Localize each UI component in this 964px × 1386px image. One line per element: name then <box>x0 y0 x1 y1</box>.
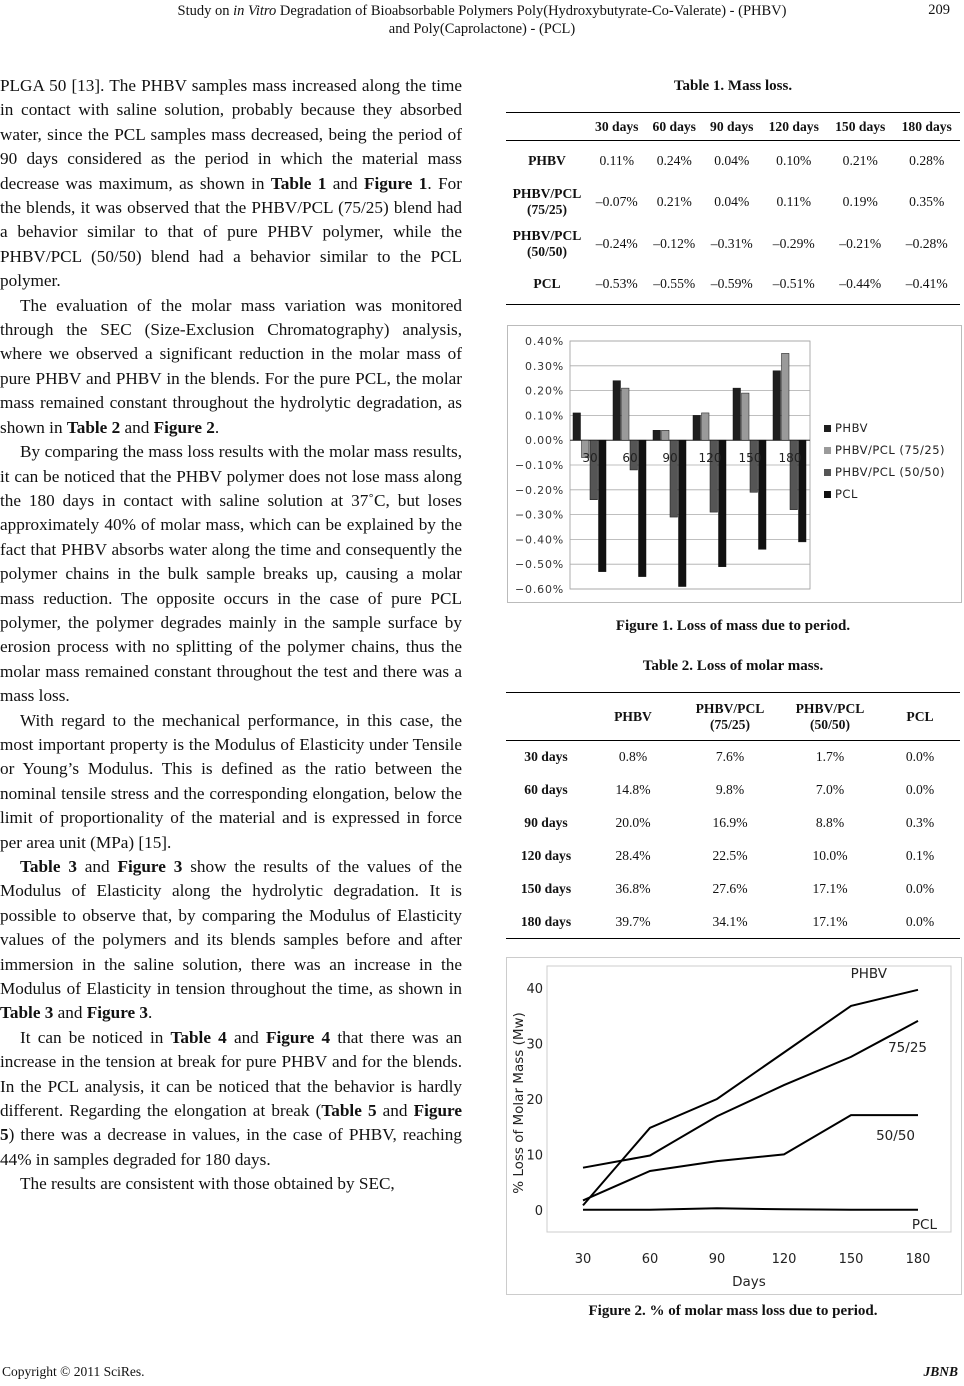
table-cell: 0.21% <box>842 152 878 168</box>
table1-col-header: 180 days <box>901 118 952 134</box>
x-tick-label: 30 <box>582 451 598 466</box>
x-tick-label: 120 <box>771 1252 797 1267</box>
figure2-line-chart <box>507 958 961 1294</box>
legend-swatch <box>824 491 831 498</box>
bar <box>750 440 758 492</box>
y-tick-label: 10 <box>526 1148 543 1164</box>
table-cell: 17.1% <box>812 881 848 896</box>
table-row <box>506 741 960 774</box>
bar <box>613 381 621 441</box>
table-cell: –0.41% <box>905 276 948 292</box>
paragraph-2: The evaluation of the molar mass variation was monitored through the SEC (Size-Exclusion Chromatography) analysis, where we observed a significant reduction in the molar mass of pure PHBV and PHBV in the blends. For the pure PCL, the molar mass remained constant throughout the hydrolytic degradation, as shown in Table 2 and Figure 2. <box>0 295 462 437</box>
y-tick-label: −0.50% <box>515 558 564 572</box>
figure1-caption: Figure 1. Loss of mass due to period. <box>615 618 851 634</box>
legend-label: PHBV/PCL (75/25) <box>835 443 946 457</box>
table-cell: 7.6% <box>715 749 745 765</box>
legend-swatch <box>824 447 831 454</box>
copyright-notice: Copyright © 2011 SciRes. <box>2 1364 145 1379</box>
y-tick-label: −0.40% <box>515 533 564 547</box>
table1-col-header: 120 days <box>768 118 819 134</box>
y-tick-label: −0.30% <box>515 508 564 522</box>
table-cell: 0.0% <box>905 913 935 929</box>
table1 <box>506 112 960 305</box>
paragraph-7: The results are consistent with those obtained by SEC, <box>20 1174 395 1194</box>
table-cell: 17.1% <box>812 913 848 929</box>
table-cell: –0.21% <box>839 235 882 251</box>
table-cell: 0.04% <box>714 152 750 168</box>
table-cell: 20.0% <box>615 815 651 830</box>
table1-col-header: 150 days <box>835 118 886 134</box>
x-tick-label: 90 <box>662 451 678 466</box>
table1-corner <box>506 113 588 141</box>
table-cell: 0.19% <box>842 193 878 209</box>
y-tick-label: 30 <box>526 1037 543 1053</box>
bar <box>782 353 790 440</box>
table-row <box>506 265 960 305</box>
table-cell: 16.9% <box>712 815 748 830</box>
x-tick-label: 60 <box>641 1252 659 1267</box>
bar <box>742 393 750 440</box>
bar <box>733 388 741 440</box>
table-cell: –0.53% <box>595 276 638 292</box>
bar <box>599 440 607 571</box>
table2-col-header: PHBV <box>614 708 652 724</box>
table2-col-header: PCL <box>906 708 934 724</box>
table-cell: –0.07% <box>595 193 638 209</box>
table-cell: 0.8% <box>618 749 648 765</box>
y-tick-label: 0.20% <box>525 384 564 398</box>
bar <box>653 430 661 440</box>
legend-swatch <box>824 425 831 432</box>
table-cell: 1.7% <box>815 749 845 765</box>
x-tick-label: 30 <box>574 1252 592 1267</box>
table-cell: –0.29% <box>772 235 815 251</box>
plot-area <box>547 966 951 1232</box>
table-cell: –0.24% <box>595 235 638 251</box>
table-row <box>506 774 960 807</box>
table-cell: –0.28% <box>905 235 948 251</box>
running-title-line2: and Poly(Caprolactone) - (PCL) <box>388 21 576 37</box>
table-cell: 0.21% <box>656 193 692 209</box>
table2-header-row <box>506 693 960 741</box>
x-tick-label: 120 <box>698 451 722 466</box>
table-cell: 8.8% <box>815 815 845 830</box>
left-column-text <box>0 74 462 1197</box>
x-tick-label: 90 <box>708 1252 726 1267</box>
figure1-frame <box>507 325 962 603</box>
table-row <box>506 807 960 840</box>
journal-abbreviation: JBNB <box>923 1364 958 1379</box>
table-cell: 28.4% <box>615 848 651 863</box>
y-tick-label: 0.00% <box>525 434 564 448</box>
figure1-bar-chart <box>508 326 961 602</box>
table-row <box>506 906 960 939</box>
table2 <box>506 692 960 939</box>
y-tick-label: 20 <box>526 1093 543 1108</box>
table-cell: –0.31% <box>710 235 753 251</box>
table-cell: 22.5% <box>712 848 748 863</box>
row-label: 180 days <box>520 913 572 929</box>
page-header <box>0 0 964 48</box>
row-label: 30 days <box>524 749 568 765</box>
table1-col-header: 30 days <box>595 118 639 134</box>
bar <box>679 440 687 586</box>
row-label: PHBV/PCL (50/50) <box>512 227 582 259</box>
table-cell: 34.1% <box>712 913 748 929</box>
table1-caption: Table 1. Mass loss. <box>673 78 793 94</box>
table-cell: 36.8% <box>615 881 651 896</box>
table2-caption: Table 2. Loss of molar mass. <box>642 658 824 674</box>
table2-corner <box>506 693 586 741</box>
legend-label: PHBV/PCL (50/50) <box>835 465 946 479</box>
figure2-caption: Figure 2. % of molar mass loss due to period. <box>588 1303 878 1319</box>
row-label: PHBV/PCL (75/25) <box>512 185 582 217</box>
table-cell: 14.8% <box>615 782 651 797</box>
table1-col-header: 90 days <box>710 118 754 134</box>
paragraph-5: Table 3 and Figure 3 show the results of the values of the Modulus of Elasticity along the hydrolytic degradation. It is possible to observe that, by comparing the Modulus of Elasticity values of the polymers and its blends samples before and after immersion in the saline solution, there was an increase in the Modulus of Elasticity in tension throughout the time, as shown in Table 3 and Figure 3. <box>0 857 462 1023</box>
table-cell: 0.11% <box>776 193 812 209</box>
y-tick-label: 40 <box>526 982 543 998</box>
paragraph-1: PLGA 50 [13]. The PHBV samples mass increased along the time in contact with saline solution, probably because they absorbed water, since the PCL samples mass decreased, being the period of 90 days considered as the period in which the material mass decrease was maximum, as shown in Table 1 and Figure 1. For the blends, it was observed that the PHBV/PCL (75/25) blend had a behavior similar to that of pure PHBV polymer, while the PHBV/PCL (50/50) blend had a behavior similar to the PCL polymer. <box>0 76 462 291</box>
table-row <box>506 181 960 223</box>
bar <box>662 430 670 440</box>
table-cell: –0.12% <box>653 235 696 251</box>
table-row <box>506 141 960 181</box>
table-cell: 10.0% <box>812 848 848 863</box>
series-line <box>583 990 918 1206</box>
table-cell: 0.1% <box>905 848 935 863</box>
row-label: 120 days <box>520 848 572 863</box>
table-cell: 0.0% <box>905 782 935 797</box>
y-tick-label: 0.30% <box>525 359 564 373</box>
table-cell: –0.44% <box>839 276 882 292</box>
row-label: PHBV <box>528 152 566 168</box>
y-axis-title: % Loss of Molar Mass (Mw) <box>511 1012 527 1194</box>
table-cell: –0.51% <box>772 276 815 292</box>
y-tick-label: 0.10% <box>525 409 564 423</box>
table-cell: 7.0% <box>815 782 845 797</box>
table-row <box>506 223 960 265</box>
series-label: 75/25 <box>888 1040 927 1056</box>
row-label: 60 days <box>524 782 568 797</box>
bar <box>693 415 701 440</box>
bar <box>573 413 581 440</box>
series-label: PHBV <box>850 966 887 982</box>
paragraph-3: By comparing the mass loss results with the molar mass results, it can be noticed that the PHBV polymer does not lose mass along the 180 days in contact with saline solution at 37˚C, but loses approximately 40% of molar mass, which can be explained by the fact that PHBV absorbs water along the time and consequently the polymer chains in the bulk sample breaks up, causing a molar mass reduction. The opposite occurs in the case of pure PCL polymer, the polymer degrades mainly in the sample surface by erosion process with no splitting of the polymer chains, thus the molar mass remained constant throughout the test and there was a mass loss. <box>0 442 462 706</box>
x-tick-label: 60 <box>622 451 638 466</box>
y-tick-label: −0.10% <box>515 459 564 472</box>
table-cell: 9.8% <box>715 782 745 797</box>
x-tick-label: 150 <box>838 1252 864 1267</box>
paragraph-6: It can be noticed in Table 4 and Figure 4 that there was an increase in the tension at break for pure PHBV and for the blends. In the PCL analysis, it can be noticed that the behavior is hardly different. Regarding the elongation at break (Table 5 and Figure 5) there was a decrease in values, in the case of PHBV, reaching 44% in samples degraded for 180 days. <box>0 1027 462 1169</box>
bar <box>639 440 647 576</box>
bar <box>702 413 710 440</box>
running-title-line1: Study on in Vitro Degradation of Bioabsorbable Polymers Poly(Hydroxybutyrate-Co-Valerate) - (PHBV) <box>177 3 787 19</box>
table-cell: 39.7% <box>615 913 651 929</box>
table-cell: –0.59% <box>710 276 753 292</box>
table-cell: 0.0% <box>905 881 935 896</box>
table-cell: 0.35% <box>909 193 945 209</box>
table-row <box>506 873 960 906</box>
bar <box>622 388 630 440</box>
legend-swatch <box>824 469 831 476</box>
table-row <box>506 840 960 873</box>
table-cell: 0.04% <box>714 193 750 209</box>
x-axis-title: Days <box>732 1274 766 1290</box>
legend-label: PCL <box>835 487 858 501</box>
table1-col-header: 60 days <box>652 118 696 134</box>
table1-header-row <box>506 113 960 141</box>
table2-col-header: PHBV/PCL (50/50) <box>795 700 865 732</box>
series-line <box>583 1208 918 1210</box>
table-cell: 0.3% <box>905 815 935 830</box>
series-label: 50/50 <box>876 1128 915 1144</box>
figure2-frame <box>506 957 962 1295</box>
paragraph-4: With regard to the mechanical performance, in this case, the most important property is the Modulus of Elasticity under Tensile or Young’s Modulus. This is defined as the ratio between the nominal tensile stress and the corresponding elongation, below the limit of proportionality of the material and is expressed in force per area unit (MPa) [15]. <box>0 710 462 852</box>
x-tick-label: 150 <box>738 451 762 466</box>
y-tick-label: −0.20% <box>515 483 564 497</box>
y-tick-label: 0 <box>534 1203 543 1219</box>
legend-label: PHBV <box>835 421 868 435</box>
y-tick-label: 0.40% <box>525 335 564 348</box>
x-tick-label: 180 <box>905 1252 931 1267</box>
table-cell: 0.11% <box>599 152 635 168</box>
bar <box>773 371 781 440</box>
x-tick-label: 180 <box>778 451 802 466</box>
table-cell: 27.6% <box>712 881 748 896</box>
table2-col-header: PHBV/PCL (75/25) <box>695 700 765 732</box>
bar <box>590 440 598 500</box>
row-label: 150 days <box>520 881 572 896</box>
page-number: 209 <box>928 2 950 18</box>
table-cell: 0.24% <box>656 152 692 168</box>
series-label: PCL <box>911 1217 937 1233</box>
table-cell: –0.55% <box>653 276 696 292</box>
table-cell: 0.10% <box>776 152 812 168</box>
table-cell: 0.0% <box>905 749 935 765</box>
row-label: PCL <box>533 276 561 292</box>
table-cell: 0.28% <box>909 152 945 168</box>
row-label: 90 days <box>524 815 568 830</box>
y-tick-label: −0.60% <box>515 583 564 596</box>
